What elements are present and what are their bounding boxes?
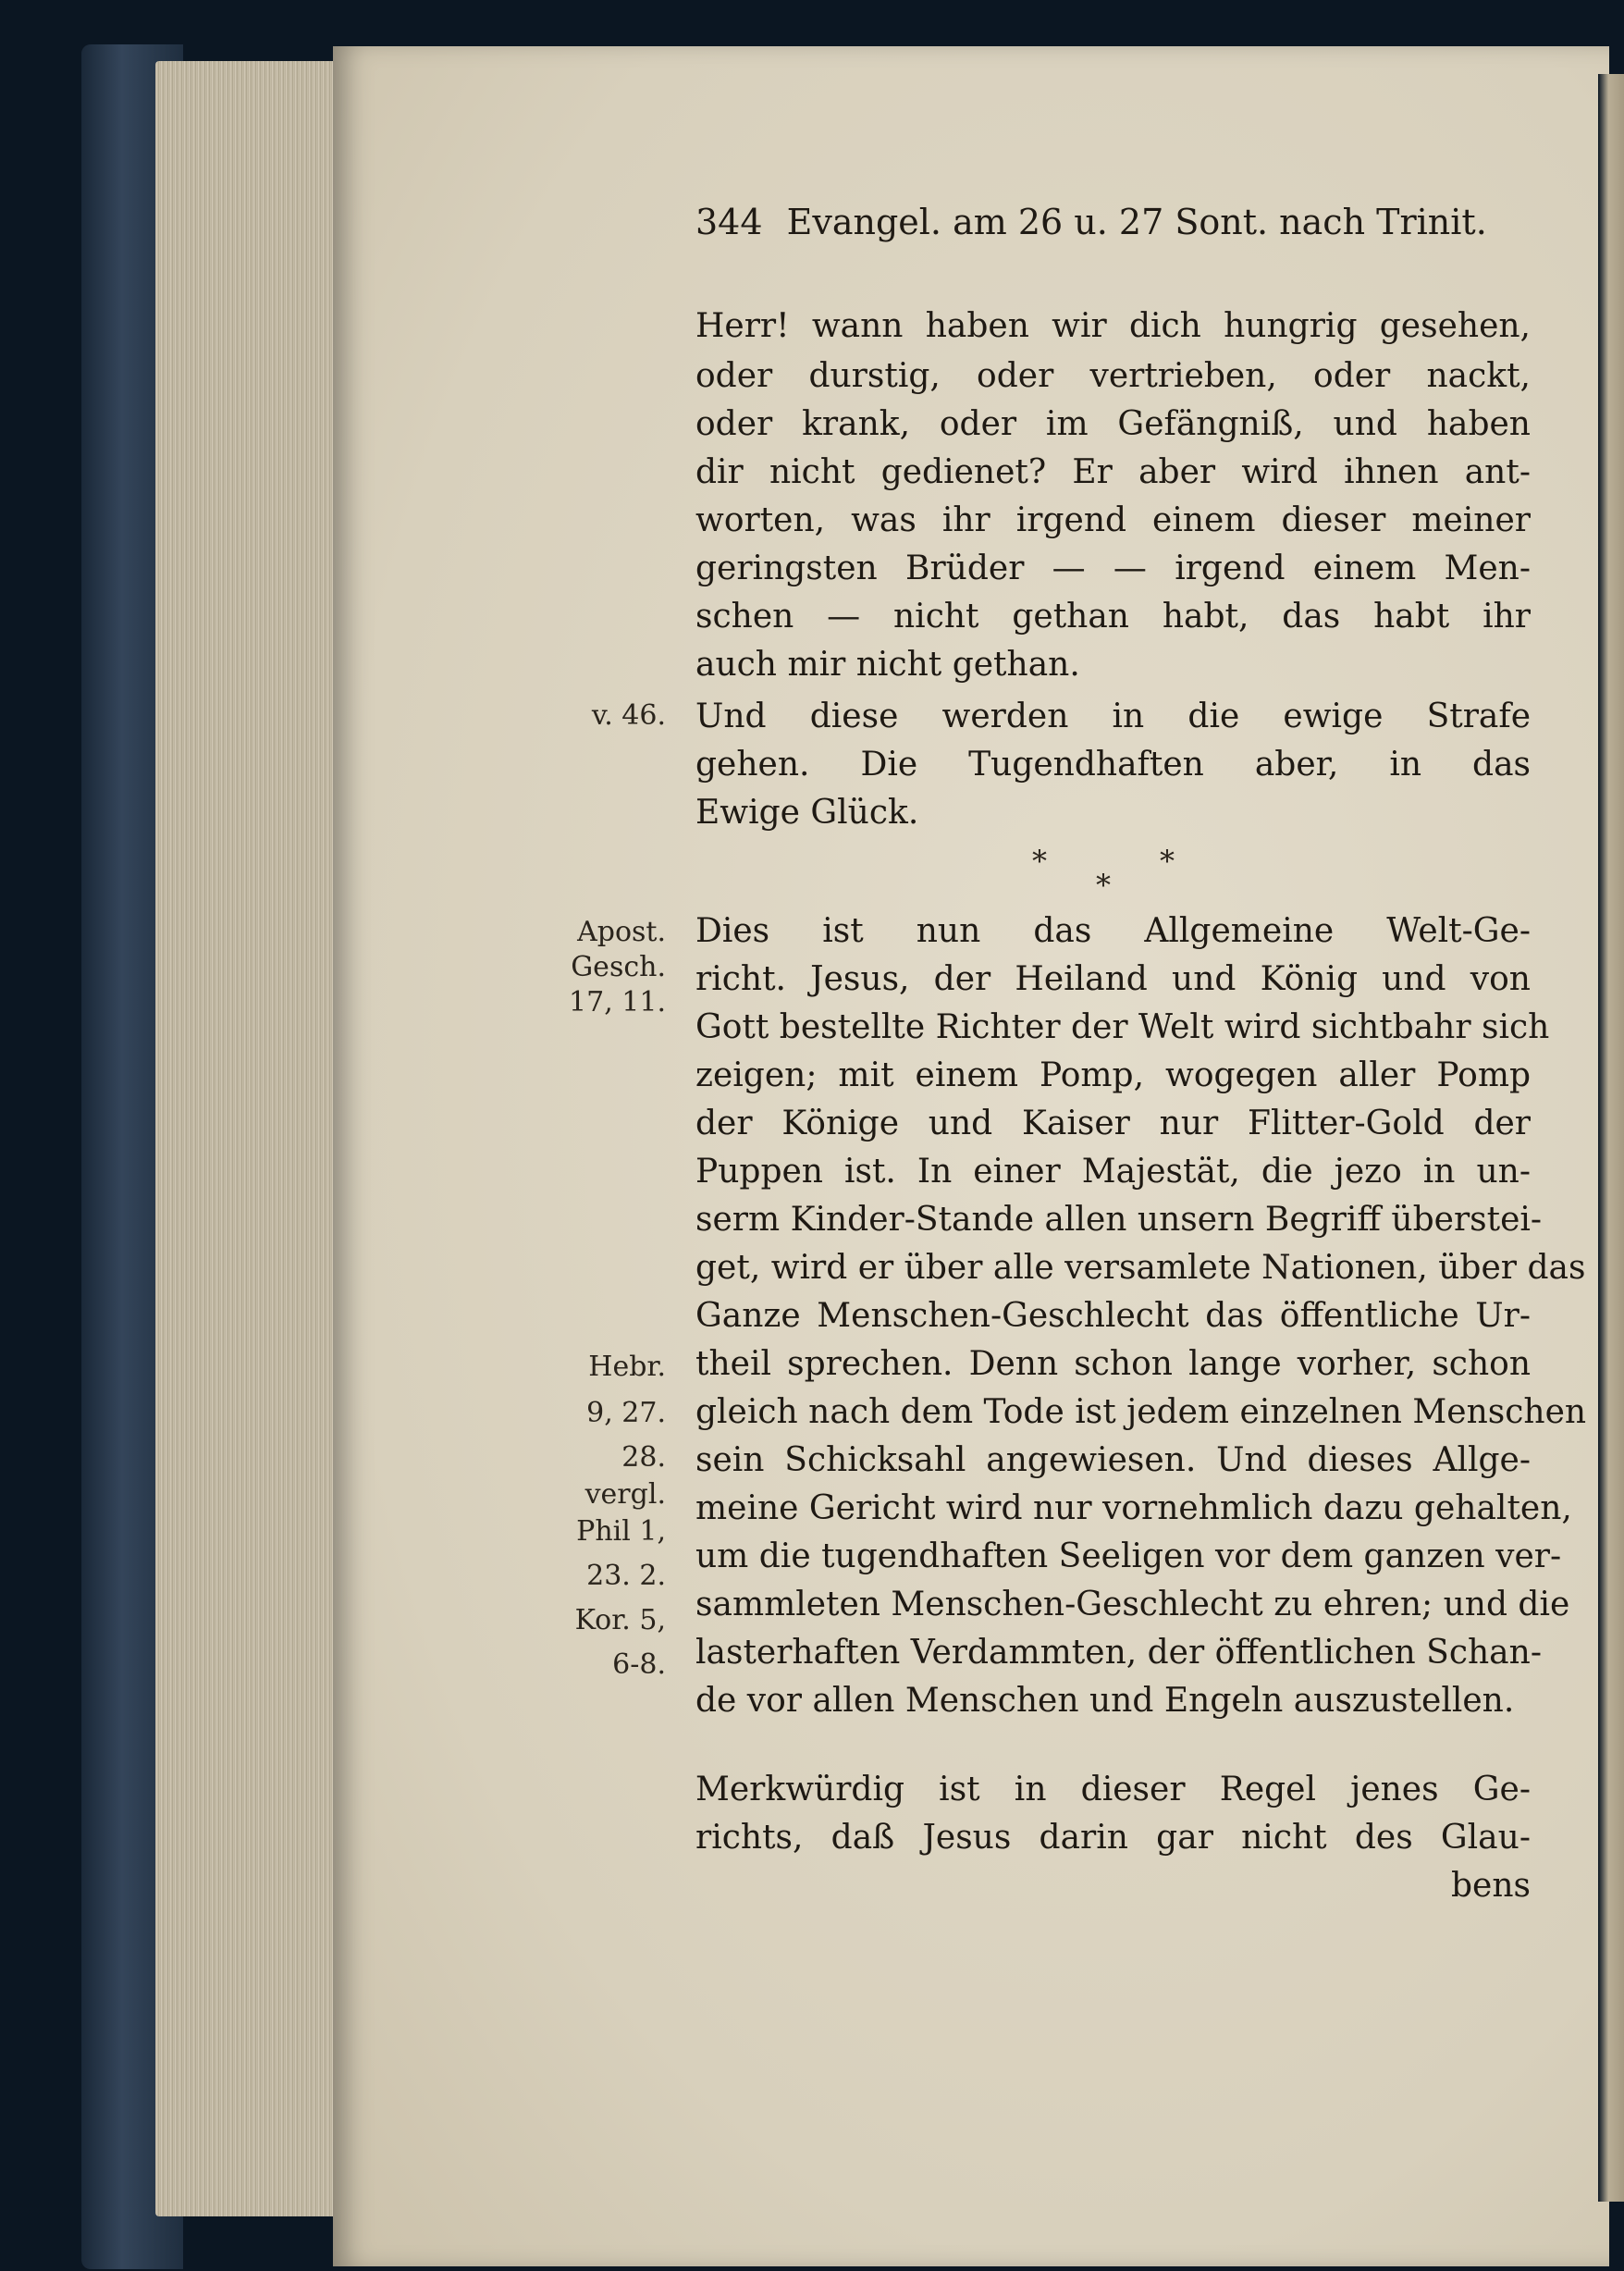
text-line: dir nicht gedienet? Er aber wird ihnen ant- [695,453,1531,491]
text-line: richts, daß Jesus darin gar nicht des Glau- [695,1819,1531,1857]
text-line: Ewige Glück. [695,794,919,832]
margin-reference: 17, 11. [569,986,666,1018]
running-header [695,202,1535,242]
text-line: der Könige und Kaiser nur Flitter-Gold der [695,1105,1531,1142]
facing-page-edge [1598,74,1624,2202]
text-line: Und diese werden in die ewige Strafe [695,697,1531,735]
asterism [999,844,1221,903]
margin-reference: 23. 2. [586,1560,666,1592]
text-line: auch mir nicht gethan. [695,646,1080,684]
text-line: Herr! wann haben wir dich hungrig gesehen, [695,307,1531,345]
page-edges [155,61,336,2216]
text-line: lasterhaften Verdammten, der öffentlichen Schan- [695,1634,1542,1672]
text-line: gehen. Die Tugendhaften aber, in das [695,746,1531,784]
text-line: Puppen ist. In einer Majestät, die jezo in un- [695,1153,1531,1191]
margin-reference: Gesch. [571,951,666,983]
margin-reference: Kor. 5, [574,1604,666,1636]
text-line: meine Gericht wird nur vornehmlich dazu gehalten, [695,1489,1572,1527]
asterisk: * [1096,868,1111,903]
text-line: get, wird er über alle versamlete Nationen, über das [695,1249,1586,1287]
margin-reference: Apost. [577,916,666,948]
margin-reference: 6-8. [612,1648,666,1681]
text-line: theil sprechen. Denn schon lange vorher, schon [695,1345,1531,1383]
text-line: schen — nicht gethan habt, das habt ihr [695,598,1531,636]
margin-reference: vergl. [584,1478,666,1511]
text-line: de vor allen Menschen und Engeln auszustellen. [695,1682,1515,1720]
text-line: richt. Jesus, der Heiland und König und von [695,960,1531,998]
text-line: Ganze Menschen-Geschlecht das öffentliche Ur- [695,1297,1531,1335]
asterisk: * [1160,844,1175,879]
margin-reference: 9, 27. [586,1397,666,1429]
page-number: 344 [695,202,763,242]
margin-reference: Phil 1, [576,1515,666,1548]
verse-marker: v. 46. [591,699,666,732]
text-line: oder durstig, oder vertrieben, oder nackt, [695,357,1531,395]
margin-reference: Hebr. [588,1351,666,1383]
text-line: sein Schicksahl angewiesen. Und dieses Allge- [695,1441,1531,1479]
text-line: sammleten Menschen-Geschlecht zu ehren; und die [695,1586,1570,1623]
text-line: worten, was ihr irgend einem dieser meiner [695,501,1531,539]
text-line: um die tugendhaften Seeligen vor dem ganzen ver- [695,1537,1562,1575]
text-line: gleich nach dem Tode ist jedem einzelnen Menschen [695,1393,1587,1431]
text-line: geringsten Brüder — — irgend einem Men- [695,549,1531,587]
running-title: Evangel. am 26 u. 27 Sont. nach Trinit. [786,202,1487,242]
text-line: zeigen; mit einem Pomp, wogegen aller Pomp [695,1056,1531,1094]
text-line: oder krank, oder im Gefängniß, und haben [695,405,1531,443]
text-line: Gott bestellte Richter der Welt wird sichtbahr sich [695,1008,1550,1046]
asterisk: * [1032,844,1047,879]
text-line: Merkwürdig ist in dieser Regel jenes Ge- [695,1771,1531,1808]
text-line: serm Kinder-Stande allen unsern Begriff überstei- [695,1201,1543,1239]
margin-reference: 28. [621,1441,666,1474]
catchword: bens [1450,1867,1531,1905]
text-line: Dies ist nun das Allgemeine Welt-Ge- [695,912,1531,950]
